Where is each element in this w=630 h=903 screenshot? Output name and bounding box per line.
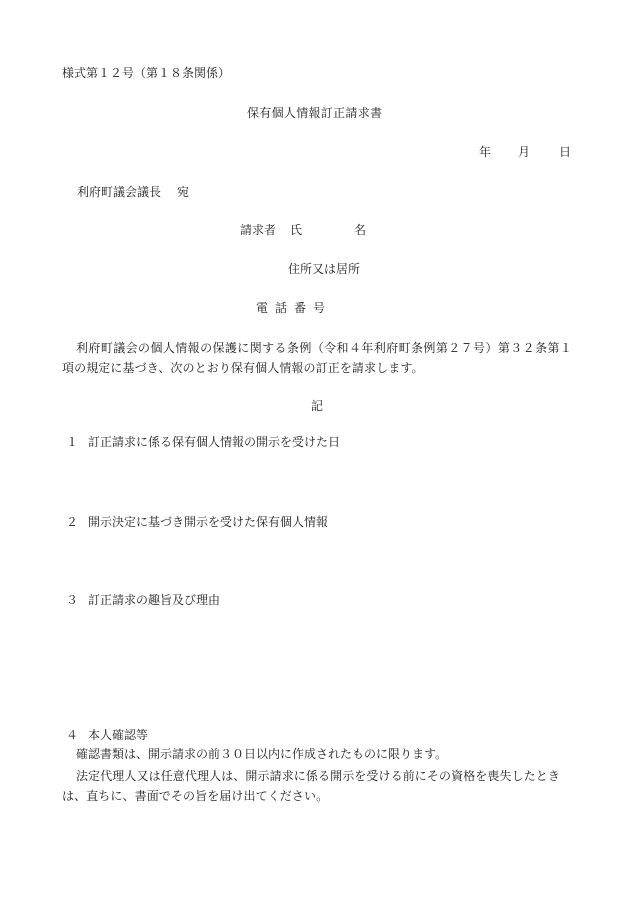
name-label-first: 氏: [290, 223, 303, 237]
name-label-second: 名: [354, 223, 367, 237]
requester-label: 請求者: [240, 223, 277, 237]
requester-phone-label: 電話番号: [256, 301, 333, 315]
item-4: [66, 729, 148, 741]
item-2-number: ２: [66, 515, 79, 529]
requester-address-label: 住所又は居所: [288, 262, 361, 276]
form-number: 様式第１２号（第１８条関係）: [62, 66, 231, 80]
document-title: 保有個人情報訂正請求書: [247, 106, 383, 120]
date-year-label: 年: [479, 145, 492, 159]
requester-name-label: [290, 224, 366, 236]
addressee-name: 利府町議会議長: [77, 185, 162, 199]
item-4-number: ４: [66, 728, 79, 742]
item-2: [66, 516, 328, 528]
item-3-number: ３: [66, 593, 79, 607]
item-1-number: １: [66, 435, 79, 449]
date-month-label: 月: [518, 145, 531, 159]
item-2-text: 開示決定に基づき開示を受けた保有個人情報: [88, 515, 329, 529]
date-day-label: 日: [559, 145, 572, 159]
addressee-honorific: 宛: [177, 185, 190, 199]
item-1: [66, 436, 340, 448]
request-body-text: 利府町議会の個人情報の保護に関する条例（令和４年利府町条例第２７号）第３２条第１項の規定に基づき、次のとおり保有個人情報の訂正を請求します。: [62, 341, 572, 375]
note-confirmation-documents: 確認書類は、開示請求の前３０日以内に作成されたものに限ります。: [76, 747, 448, 761]
ki-heading: 記: [311, 399, 324, 413]
item-3: [66, 594, 220, 606]
note-agent-notification: 法定代理人又は任意代理人は、開示請求に係る開示を受ける前にその資格を喪失したときは、直ちに、書面でその旨を届け出てください。: [62, 769, 561, 803]
item-4-text: 本人確認等: [88, 728, 149, 742]
item-3-text: 訂正請求の趣旨及び理由: [88, 593, 221, 607]
addressee: [77, 186, 189, 198]
item-1-text: 訂正請求に係る保有個人情報の開示を受けた日: [88, 435, 341, 449]
